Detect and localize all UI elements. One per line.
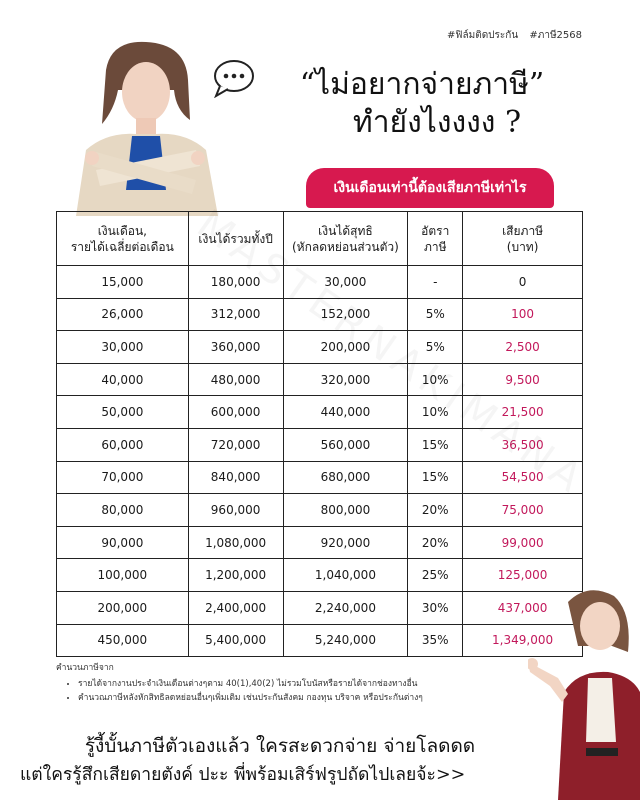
cell-annual-income: 180,000 <box>188 266 283 299</box>
cell-annual-income: 2,400,000 <box>188 591 283 624</box>
cell-tax-amount: 100 <box>463 298 583 331</box>
cell-tax-rate: 15% <box>408 428 463 461</box>
cell-annual-income: 840,000 <box>188 461 283 494</box>
cell-net-income: 2,240,000 <box>283 591 408 624</box>
cell-monthly-salary: 100,000 <box>57 559 189 592</box>
cell-tax-amount: 2,500 <box>463 331 583 364</box>
calculation-notes <box>56 660 526 706</box>
cell-net-income: 800,000 <box>283 494 408 527</box>
bottom-caption <box>20 732 540 790</box>
cell-annual-income: 1,080,000 <box>188 526 283 559</box>
woman-crossed-arms-image <box>66 40 226 216</box>
cell-tax-amount: 9,500 <box>463 363 583 396</box>
hashtags <box>439 28 582 43</box>
cell-net-income: 440,000 <box>283 396 408 429</box>
cell-net-income: 152,000 <box>283 298 408 331</box>
cell-monthly-salary: 30,000 <box>57 331 189 364</box>
cell-net-income: 200,000 <box>283 331 408 364</box>
cell-monthly-salary: 80,000 <box>57 494 189 527</box>
cell-annual-income: 600,000 <box>188 396 283 429</box>
table-row <box>57 461 583 494</box>
cell-annual-income: 5,400,000 <box>188 624 283 657</box>
cell-tax-rate: 25% <box>408 559 463 592</box>
note-item: • คำนวณภาษีหลังหักสิทธิลดหย่อนอื่นๆเพิ่มเติม เช่นประกันสังคม กองทุน บริจาค หรือประกันต่างๆ <box>78 692 526 704</box>
table-row <box>57 559 583 592</box>
cell-net-income: 1,040,000 <box>283 559 408 592</box>
cell-net-income: 920,000 <box>283 526 408 559</box>
speech-bubble-icon <box>212 58 256 98</box>
headline <box>272 66 572 142</box>
bottom-line-1: รู้งี้บั้นภาษีตัวเองแล้ว ใครสะดวกจ่าย จ่ายโลดดด <box>84 735 476 757</box>
table-row <box>57 494 583 527</box>
cell-net-income: 560,000 <box>283 428 408 461</box>
table-row <box>57 624 583 657</box>
hashtag-2[interactable]: #ภาษี2568 <box>529 30 582 41</box>
cell-tax-amount: 54,500 <box>463 461 583 494</box>
cell-monthly-salary: 450,000 <box>57 624 189 657</box>
cell-tax-amount: 36,500 <box>463 428 583 461</box>
cell-net-income: 320,000 <box>283 363 408 396</box>
cell-tax-rate: 20% <box>408 494 463 527</box>
cell-tax-rate: 5% <box>408 331 463 364</box>
cell-tax-rate: 10% <box>408 396 463 429</box>
cell-tax-amount: 0 <box>463 266 583 299</box>
cell-annual-income: 960,000 <box>188 494 283 527</box>
cell-monthly-salary: 26,000 <box>57 298 189 331</box>
cell-tax-rate: 5% <box>408 298 463 331</box>
table-row <box>57 363 583 396</box>
cell-monthly-salary: 40,000 <box>57 363 189 396</box>
note-item: • รายได้จากงานประจำเงินเดือนต่างๆตาม 40(1),40(2) ไม่รวมโบนัสหรือรายได้จากช่องทางอื่น <box>78 678 526 690</box>
cell-tax-amount: 437,000 <box>463 591 583 624</box>
table-row <box>57 526 583 559</box>
cell-tax-rate: - <box>408 266 463 299</box>
cell-monthly-salary: 50,000 <box>57 396 189 429</box>
notes-title: คำนวนภาษีจาก <box>56 663 114 673</box>
cell-tax-rate: 20% <box>408 526 463 559</box>
hashtag-1[interactable]: #ฟิล์มติดประกัน <box>447 30 519 41</box>
cell-monthly-salary: 90,000 <box>57 526 189 559</box>
cell-tax-amount: 21,500 <box>463 396 583 429</box>
headline-line-1: “ไม่อยากจ่ายภาษี” <box>299 67 545 102</box>
cell-annual-income: 360,000 <box>188 331 283 364</box>
woman-pointing-image <box>528 582 640 800</box>
cell-net-income: 30,000 <box>283 266 408 299</box>
cell-monthly-salary: 60,000 <box>57 428 189 461</box>
cell-monthly-salary: 200,000 <box>57 591 189 624</box>
section-banner: เงินเดือนเท่านี้ต้องเสียภาษีเท่าไร <box>306 168 554 208</box>
bottom-line-2: แต่ใครรู้สึกเสียดายตังค์ ปะะ พี่พร้อมเสิร์ฟรูปถัดไปเลยจ้ะ>> <box>20 765 466 785</box>
header-monthly-salary: เงินเดือน, รายได้เฉลี่ยต่อเดือน <box>57 212 189 266</box>
cell-monthly-salary: 70,000 <box>57 461 189 494</box>
table-header-row <box>57 212 583 266</box>
cell-tax-rate: 10% <box>408 363 463 396</box>
cell-tax-amount: 99,000 <box>463 526 583 559</box>
header-net-income: เงินได้สุทธิ (หักลดหย่อนส่วนตัว) <box>283 212 408 266</box>
cell-tax-amount: 125,000 <box>463 559 583 592</box>
cell-tax-rate: 15% <box>408 461 463 494</box>
cell-monthly-salary: 15,000 <box>57 266 189 299</box>
table-row <box>57 331 583 364</box>
header-annual-income: เงินได้รวมทั้งปี <box>188 212 283 266</box>
cell-tax-rate: 35% <box>408 624 463 657</box>
headline-line-2: ทำยังไงงงง ? <box>352 105 522 140</box>
cell-annual-income: 1,200,000 <box>188 559 283 592</box>
cell-net-income: 5,240,000 <box>283 624 408 657</box>
cell-net-income: 680,000 <box>283 461 408 494</box>
table-row <box>57 591 583 624</box>
cell-tax-rate: 30% <box>408 591 463 624</box>
header-tax-amount: เสียภาษี (บาท) <box>463 212 583 266</box>
header-tax-rate: อัตรา ภาษี <box>408 212 463 266</box>
cell-annual-income: 312,000 <box>188 298 283 331</box>
cell-annual-income: 480,000 <box>188 363 283 396</box>
cell-tax-amount: 75,000 <box>463 494 583 527</box>
cell-tax-amount: 1,349,000 <box>463 624 583 657</box>
cell-annual-income: 720,000 <box>188 428 283 461</box>
